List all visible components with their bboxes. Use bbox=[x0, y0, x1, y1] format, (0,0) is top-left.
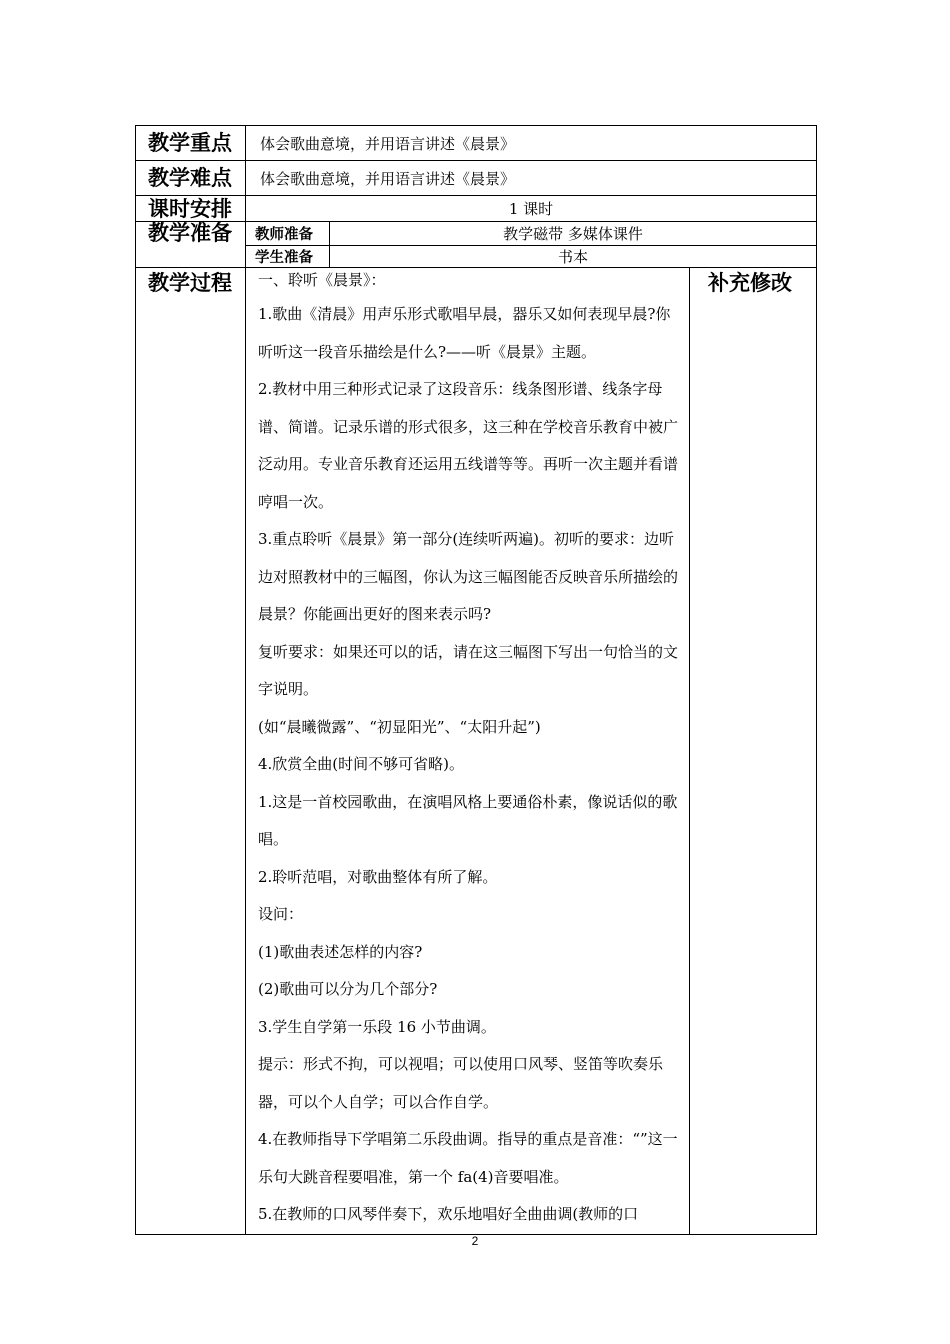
process-paragraph: 4.在教师指导下学唱第二乐段曲调。指导的重点是音准：“”这一乐句大跳音程要唱准，第一个 fa(4)音要唱准。 bbox=[258, 1130, 678, 1186]
teacher-prep-row bbox=[136, 222, 817, 246]
schedule-row bbox=[136, 196, 817, 222]
teacher-prep-label: 教师准备 bbox=[246, 222, 330, 246]
process-paragraph: 3.学生自学第一乐段 16 小节曲调。 bbox=[258, 1017, 496, 1036]
process-paragraph: 5.在教师的口风琴伴奏下，欢乐地唱好全曲曲调(教师的口 bbox=[258, 1205, 639, 1223]
schedule-label: 课时安排 bbox=[136, 196, 246, 222]
student-prep-label: 学生准备 bbox=[246, 246, 330, 268]
process-paragraph: 设问： bbox=[258, 905, 304, 923]
process-paragraph: (2)歌曲可以分为几个部分? bbox=[258, 980, 438, 998]
supplement-label: 补充修改 bbox=[690, 268, 817, 1235]
process-paragraph: 1.这是一首校园歌曲，在演唱风格上要通俗朴素，像说话似的歌唱。 bbox=[258, 792, 678, 848]
schedule-value: 1 课时 bbox=[246, 196, 817, 222]
difficulties-value: 体会歌曲意境，并用语言讲述《晨景》 bbox=[246, 161, 817, 196]
lesson-plan-table bbox=[135, 125, 817, 1235]
page-number: 2 bbox=[471, 1234, 479, 1248]
process-paragraph: 4.欣赏全曲(时间不够可省略)。 bbox=[258, 755, 465, 773]
process-paragraph: 1.歌曲《清晨》用声乐形式歌唱早晨，器乐又如何表现早晨?你听听这一段音乐描绘是什么?——听《晨景》主题。 bbox=[258, 305, 671, 361]
key-points-label: 教学重点 bbox=[136, 126, 246, 161]
process-paragraph: 一、聆听《晨景》： bbox=[258, 271, 386, 289]
difficulties-label: 教学难点 bbox=[136, 161, 246, 196]
process-paragraph: 3.重点聆听《晨景》第一部分(连续听两遍)。初听的要求：边听边对照教材中的三幅图，你认为这三幅图能否反映音乐所描绘的晨景？你能画出更好的图来表示吗? bbox=[258, 530, 679, 623]
process-paragraph: 复听要求：如果还可以的话，请在这三幅图下写出一句恰当的文字说明。 bbox=[258, 642, 679, 698]
process-row bbox=[136, 268, 817, 1235]
process-content bbox=[246, 268, 690, 1235]
process-paragraph: (1)歌曲表述怎样的内容? bbox=[258, 942, 423, 961]
process-paragraph: 2.聆听范唱，对歌曲整体有所了解。 bbox=[258, 867, 498, 886]
key-points-row bbox=[136, 126, 817, 161]
difficulties-row bbox=[136, 161, 817, 196]
preparation-label: 教学准备 bbox=[136, 222, 246, 268]
key-points-value: 体会歌曲意境，并用语言讲述《晨景》 bbox=[246, 126, 817, 161]
teacher-prep-value: 教学磁带 多媒体课件 bbox=[330, 222, 817, 246]
process-paragraph: 提示：形式不拘，可以视唱；可以使用口风琴、竖笛等吹奏乐器，可以个人自学；可以合作自学。 bbox=[258, 1055, 664, 1111]
process-paragraph: 2.教材中用三种形式记录了这段音乐：线条图形谱、线条字母谱、简谱。记录乐谱的形式很多，这三种在学校音乐教育中被广泛动用。专业音乐教育还运用五线谱等等。再听一次主题并看谱哼唱一次。 bbox=[258, 380, 679, 511]
process-paragraph: (如“晨曦微露”、“初显阳光”、“太阳升起”) bbox=[258, 717, 541, 736]
process-label: 教学过程 bbox=[136, 268, 246, 1235]
student-prep-value: 书本 bbox=[330, 246, 817, 268]
